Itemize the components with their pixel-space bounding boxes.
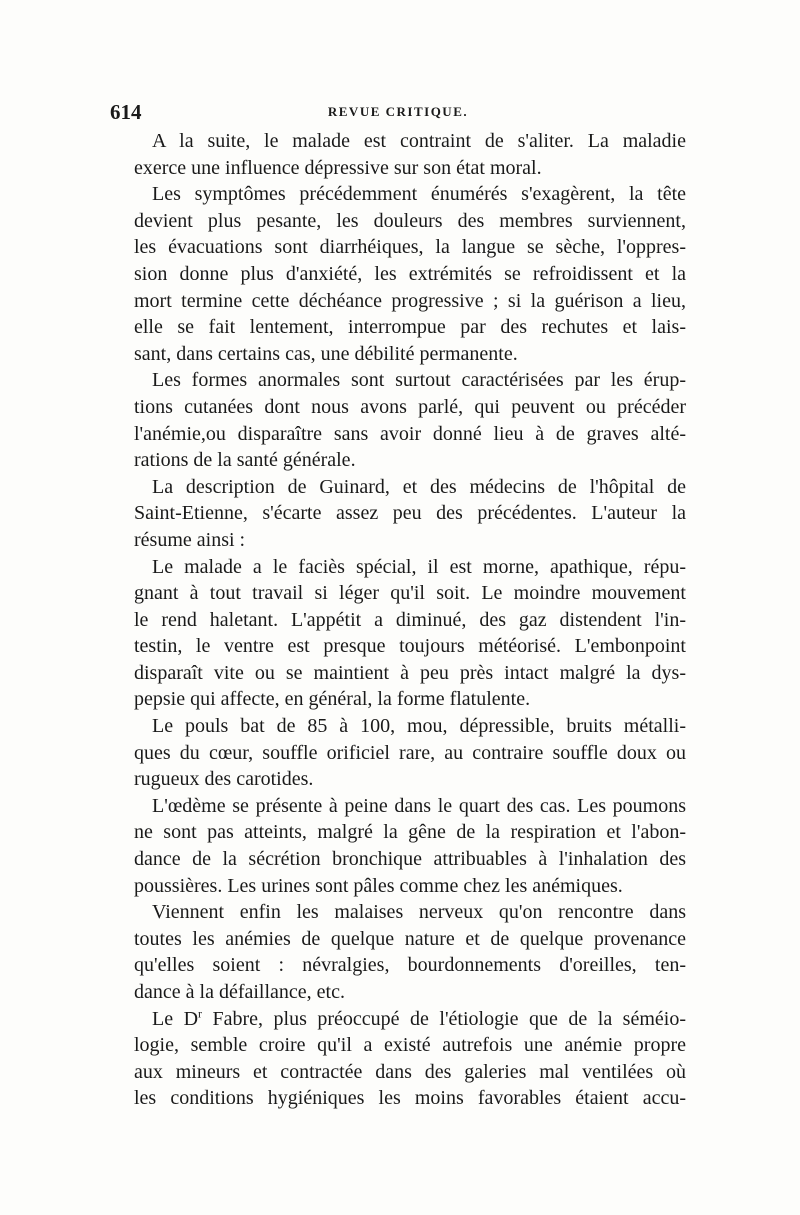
text-line: logie, semble croire qu'il a existé autrefois une anémie propre xyxy=(134,1034,686,1057)
text-line: toutes les anémies de quelque nature et de quelque provenance xyxy=(134,927,686,950)
paragraph xyxy=(116,128,686,181)
text-line: pepsie qui affecte, en général, la forme flatulente. xyxy=(134,688,531,711)
paragraph xyxy=(116,181,686,367)
text-line: les conditions hygiéniques les moins favorables étaient accu- xyxy=(134,1087,686,1110)
page-header xyxy=(110,100,686,124)
text-line: rations de la santé générale. xyxy=(134,449,356,472)
text-line: qu'elles soient : névralgies, bourdonnements d'oreilles, ten- xyxy=(134,954,686,977)
text-line: gnant à tout travail si léger qu'il soit. Le moindre mouvement xyxy=(134,582,686,605)
text-line: Saint-Etienne, s'écarte assez peu des précédentes. L'auteur la xyxy=(134,502,686,525)
paragraph xyxy=(116,899,686,1005)
text-line: rugueux des carotides. xyxy=(134,768,314,791)
text-line: tions cutanées dont nous avons parlé, qui peuvent ou précéder xyxy=(134,395,686,418)
text-line: sion donne plus d'anxiété, les extrémités se refroidissent et la xyxy=(134,262,686,285)
text-line: sant, dans certains cas, une débilité permanente. xyxy=(134,342,518,365)
text-line: ne sont pas atteints, malgré la gêne de la respiration et l'abon- xyxy=(134,821,686,844)
text-line: devient plus pesante, les douleurs des membres surviennent, xyxy=(134,209,686,232)
text-line: La description de Guinard, et des médecins de l'hôpital de xyxy=(152,475,686,498)
running-head: REVUE CRITIQUE. xyxy=(327,104,469,119)
paragraph xyxy=(116,1006,686,1112)
text-line: dance à la défaillance, etc. xyxy=(134,981,345,1003)
text-line: Les symptômes précédemment énumérés s'exagèrent, la tête xyxy=(152,183,686,206)
text-line: poussières. Les urines sont pâles comme chez les anémiques. xyxy=(134,874,623,897)
text-line: Le malade a le faciès spécial, il est morne, apathique, répu- xyxy=(152,555,686,578)
text-line: exerce une influence dépressive sur son état moral. xyxy=(134,156,542,179)
text-line: le rend haletant. L'appétit a diminué, des gaz distendent l'in- xyxy=(134,608,686,631)
text-line: aux mineurs et contractée dans des galeries mal ventilées où xyxy=(134,1060,686,1083)
page-number: 614 xyxy=(110,100,142,124)
body-text xyxy=(116,128,686,1112)
text-fragment: Fabre, plus préoccupé de l'étiologie que de la séméio- xyxy=(202,1007,686,1030)
text-line: A la suite, le malade est contraint de s'aliter. La maladie xyxy=(152,130,686,152)
text-line: Viennent enfin les malaises nerveux qu'on rencontre dans xyxy=(152,901,686,924)
text-line: résume ainsi : xyxy=(134,528,246,551)
text-line: l'anémie,ou disparaître sans avoir donné lieu à de graves alté- xyxy=(134,422,686,445)
text-line xyxy=(116,1006,686,1033)
text-line: mort termine cette déchéance progressive ; si la guérison a lieu, xyxy=(134,289,686,312)
paragraph xyxy=(116,474,686,554)
paragraph xyxy=(116,554,686,714)
text-line: dance de la sécrétion bronchique attribuables à l'inhalation des xyxy=(134,848,686,871)
text-line: Le pouls bat de 85 à 100, mou, dépressible, bruits métalli- xyxy=(152,715,686,738)
text-line: les évacuations sont diarrhéiques, la langue se sèche, l'oppres- xyxy=(134,236,686,259)
paragraph xyxy=(116,367,686,473)
paragraph xyxy=(116,713,686,793)
paragraph xyxy=(116,793,686,899)
text-line: disparaît vite ou se maintient à peu près intact malgré la dys- xyxy=(134,661,686,684)
text-line: ques du cœur, souffle orificiel rare, au contraire souffle doux ou xyxy=(134,741,686,764)
text-line: elle se fait lentement, interrompue par des rechutes et lais- xyxy=(134,316,686,339)
text-line: testin, le ventre est presque toujours météorisé. L'embonpoint xyxy=(134,635,686,658)
text-line: L'œdème se présente à peine dans le quart des cas. Les poumons xyxy=(152,794,686,817)
text-fragment: Le D xyxy=(152,1007,199,1030)
superscript: r xyxy=(198,1005,203,1020)
text-line: Les formes anormales sont surtout caractérisées par les érup- xyxy=(152,369,686,392)
